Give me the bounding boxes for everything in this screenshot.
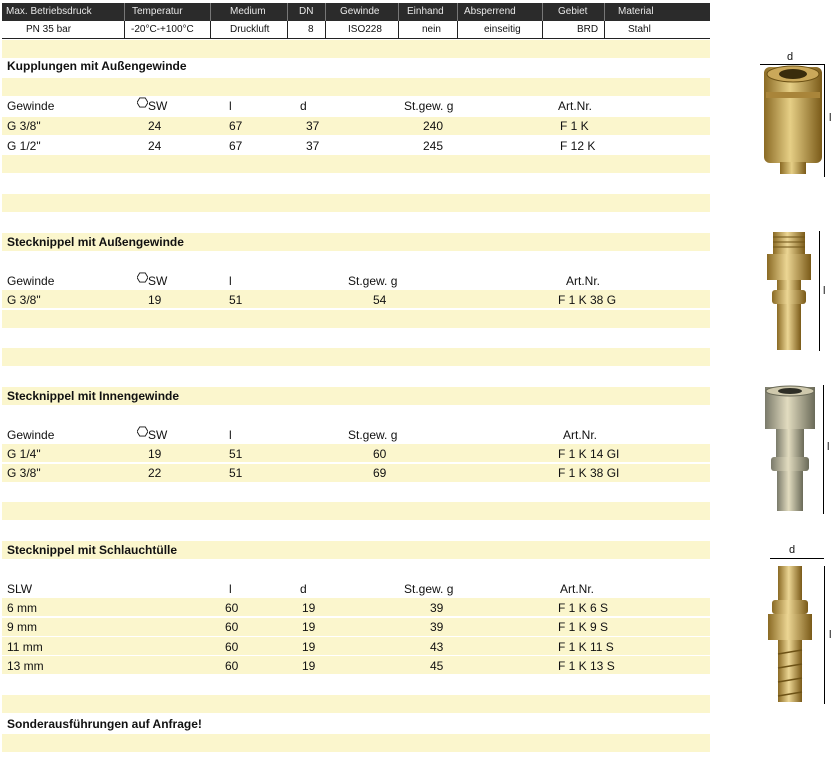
spec-label: Temperatur — [132, 6, 183, 17]
spec-label: Gebiet — [558, 6, 588, 17]
spec-label: Medium — [230, 6, 266, 17]
spec-label: Absperrend — [464, 6, 516, 17]
table-cell: 67 — [229, 139, 243, 153]
table-cell: F 1 K 9 S — [558, 620, 609, 634]
col-header: St.gew. g — [348, 428, 398, 442]
table-cell: 69 — [373, 466, 387, 480]
table-cell: 45 — [430, 659, 444, 673]
spec-values — [2, 21, 710, 39]
table-cell: 22 — [148, 466, 162, 480]
table-cell: 39 — [430, 620, 444, 634]
col-header: l — [229, 428, 232, 442]
dim-line — [823, 385, 824, 514]
table-cell: 19 — [148, 293, 162, 307]
wrench-size-icon — [137, 426, 148, 440]
spec-value: Druckluft — [230, 24, 270, 35]
col-header: l — [229, 99, 232, 113]
female-nipple-image — [762, 385, 818, 513]
table-cell: 245 — [423, 139, 444, 153]
spec-header — [2, 3, 710, 21]
col-header: SLW — [7, 582, 33, 596]
row-stripe — [2, 310, 710, 328]
table-cell: F 1 K 13 S — [558, 659, 615, 673]
col-header: St.gew. g — [404, 582, 454, 596]
row-stripe — [2, 502, 710, 520]
dim-l-label: l — [829, 112, 832, 124]
col-header: St.gew. g — [404, 99, 454, 113]
spec-value: -20°C-+100°C — [131, 24, 194, 35]
col-header: l — [229, 274, 232, 288]
table-cell: 54 — [373, 293, 387, 307]
table-cell: 19 — [302, 640, 316, 654]
col-header: Art.Nr. — [560, 582, 595, 596]
footer-note: Sonderausführungen auf Anfrage! — [7, 717, 202, 731]
spec-value: Stahl — [628, 24, 651, 35]
col-header: SW — [148, 99, 168, 113]
col-header: l — [229, 582, 232, 596]
table-cell: G 3/8" — [7, 119, 41, 133]
spec-value: PN 35 bar — [26, 24, 72, 35]
table-cell: 60 — [373, 447, 387, 461]
table-cell: F 1 K 14 GI — [558, 447, 620, 461]
table-cell: F 1 K 38 G — [558, 293, 617, 307]
table-cell: F 1 K 38 GI — [558, 466, 620, 480]
dim-line — [770, 558, 824, 559]
spec-label: DN — [299, 6, 314, 17]
row-stripe — [2, 734, 710, 752]
spec-label: Einhand — [407, 6, 444, 17]
spec-value: 8 — [308, 24, 314, 35]
table-cell: 51 — [229, 293, 243, 307]
dim-line — [824, 64, 825, 177]
table-cell: 11 mm — [7, 640, 43, 654]
spec-value: nein — [422, 24, 441, 35]
col-header: Gewinde — [7, 99, 55, 113]
table-cell: G 1/4" — [7, 447, 41, 461]
table-cell: 60 — [225, 620, 239, 634]
col-header: SW — [148, 274, 168, 288]
dim-l-label: l — [829, 629, 832, 641]
row-stripe — [2, 78, 710, 96]
spec-label: Material — [618, 6, 654, 17]
table-cell: 19 — [302, 659, 316, 673]
spec-label: Gewinde — [340, 6, 380, 17]
dim-l-label: l — [823, 285, 826, 297]
col-header: St.gew. g — [348, 274, 398, 288]
hose-nipple-image — [764, 566, 816, 704]
table-cell: 6 mm — [7, 601, 37, 615]
row-stripe — [2, 117, 710, 135]
table-cell: 60 — [225, 659, 239, 673]
row-stripe — [2, 155, 710, 173]
spec-value: BRD — [577, 24, 599, 35]
table-cell: F 12 K — [560, 139, 596, 153]
section-title: Stecknippel mit Schlauchtülle — [7, 543, 178, 557]
dim-d-label: d — [789, 544, 796, 556]
male-nipple-image — [764, 232, 814, 352]
table-cell: 67 — [229, 119, 243, 133]
dim-line — [824, 566, 825, 704]
table-cell: 60 — [225, 640, 239, 654]
dim-l-label: l — [827, 441, 830, 453]
table-cell: 240 — [423, 119, 444, 133]
table-cell: 39 — [430, 601, 444, 615]
dim-line — [819, 231, 820, 351]
section-title: Stecknippel mit Innengewinde — [7, 389, 180, 403]
table-cell: 37 — [306, 119, 320, 133]
spec-value: ISO228 — [348, 24, 382, 35]
table-cell: 51 — [229, 466, 243, 480]
table-cell: 51 — [229, 447, 243, 461]
table-cell: G 3/8" — [7, 293, 41, 307]
col-header: Gewinde — [7, 428, 55, 442]
row-stripe — [2, 40, 710, 58]
table-cell: 43 — [430, 640, 444, 654]
table-cell: 24 — [148, 119, 162, 133]
table-cell: 24 — [148, 139, 162, 153]
table-cell: G 3/8" — [7, 466, 41, 480]
row-stripe — [2, 348, 710, 366]
table-cell: 19 — [302, 601, 316, 615]
table-cell: F 1 K 6 S — [558, 601, 609, 615]
dim-d-label: d — [787, 51, 794, 63]
col-header: Art.Nr. — [563, 428, 598, 442]
table-cell: 13 mm — [7, 659, 44, 673]
row-stripe — [2, 194, 710, 212]
table-cell: 19 — [148, 447, 162, 461]
table-cell: 9 mm — [7, 620, 37, 634]
table-cell: F 1 K 11 S — [558, 640, 614, 654]
wrench-size-icon — [137, 97, 148, 111]
table-cell: 60 — [225, 601, 239, 615]
coupling-image — [762, 64, 824, 176]
table-cell: F 1 K — [560, 119, 589, 133]
col-header: d — [300, 99, 307, 113]
spec-label: Max. Betriebsdruck — [6, 6, 92, 17]
col-header: d — [300, 582, 307, 596]
table-cell: G 1/2" — [7, 139, 41, 153]
row-stripe — [2, 695, 710, 713]
col-header: Art.Nr. — [558, 99, 593, 113]
col-header: Art.Nr. — [566, 274, 601, 288]
section-title: Stecknippel mit Außengewinde — [7, 235, 184, 249]
section-title: Kupplungen mit Außengewinde — [7, 59, 187, 73]
col-header: Gewinde — [7, 274, 55, 288]
col-header: SW — [148, 428, 168, 442]
table-cell: 37 — [306, 139, 320, 153]
table-cell: 19 — [302, 620, 316, 634]
wrench-size-icon — [137, 272, 148, 286]
spec-value: einseitig — [484, 24, 521, 35]
